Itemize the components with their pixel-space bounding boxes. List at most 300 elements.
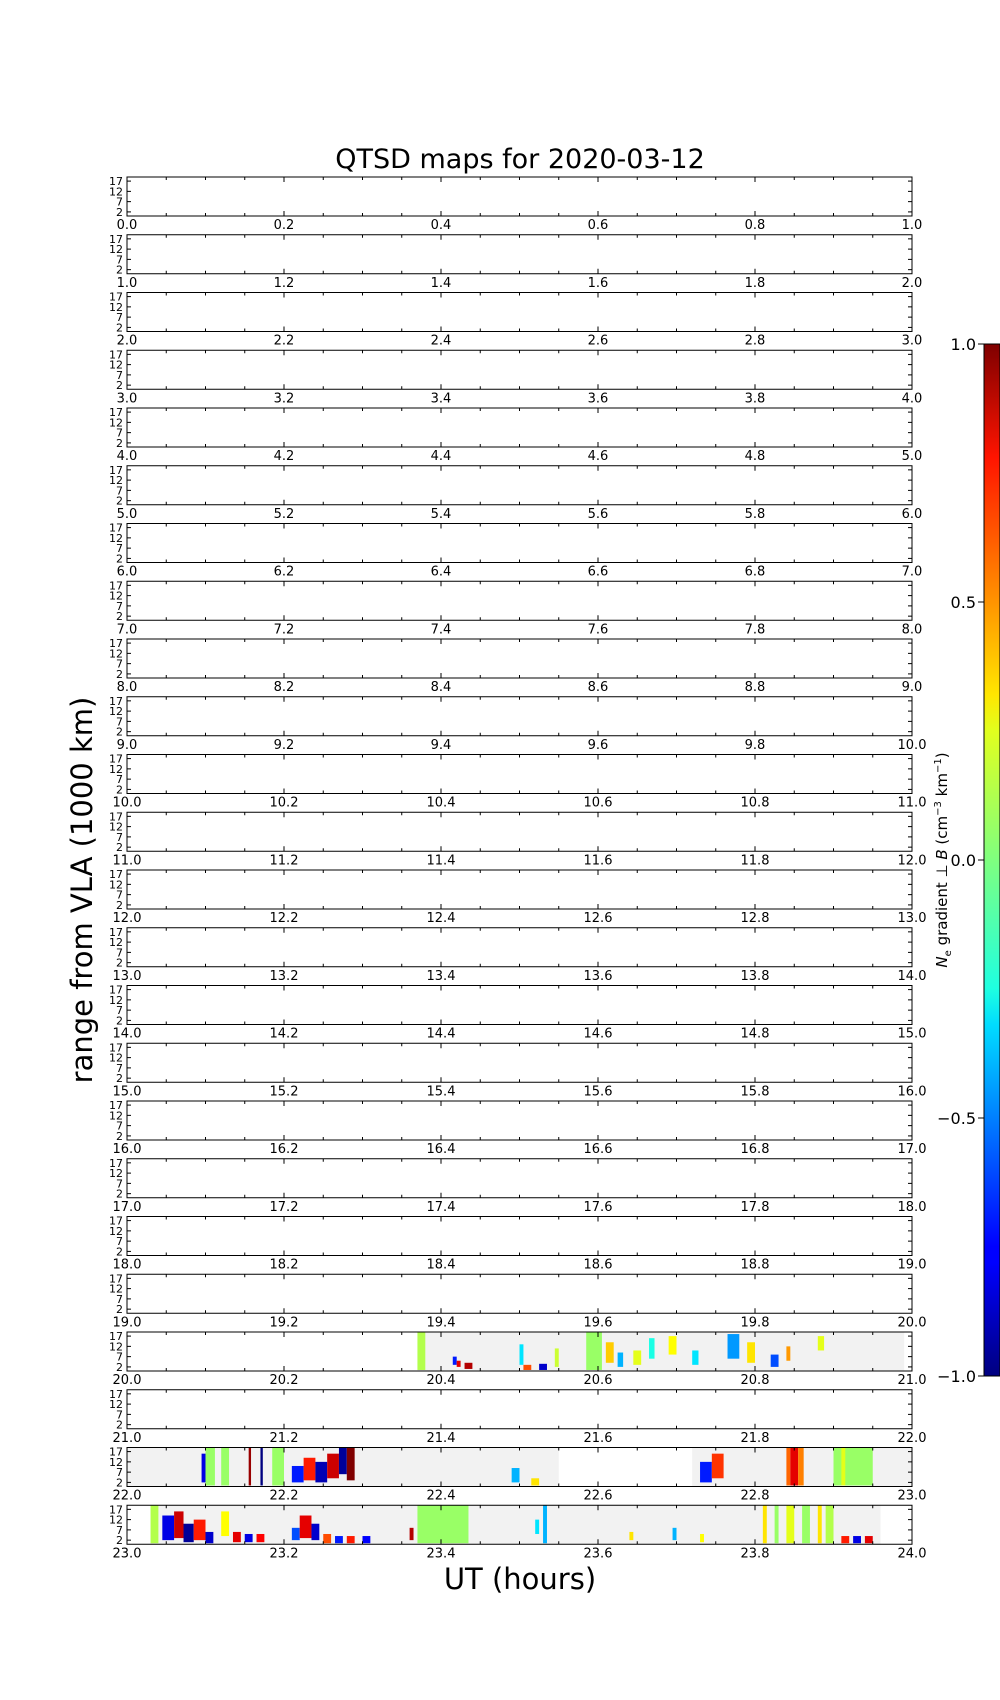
y-tick-label: 2	[116, 494, 123, 508]
y-tick-label: 7	[116, 542, 123, 556]
x-tick-label: 11.2	[269, 853, 299, 869]
y-tick-label: 12	[109, 993, 123, 1007]
x-tick-label: 6.0	[901, 506, 923, 522]
panels-group	[109, 175, 926, 1561]
heatmap-cell	[786, 1448, 790, 1486]
y-tick-label: 7	[116, 368, 123, 382]
panel-frame	[127, 812, 912, 851]
x-tick-label: 3.6	[587, 391, 609, 407]
heatmap-cell	[206, 1532, 214, 1543]
x-tick-label: 15.6	[583, 1084, 613, 1100]
y-tick-label: 7	[116, 1177, 123, 1191]
y-tick-label: 12	[109, 300, 123, 314]
x-tick-label: 14.4	[426, 1026, 456, 1042]
y-tick-label: 17	[109, 232, 123, 246]
colorbar-title-unit-mid: km	[933, 773, 951, 802]
heatmap-cell	[586, 1332, 602, 1370]
heatmap-cell	[606, 1342, 614, 1363]
x-tick-label: 0.4	[430, 218, 452, 233]
x-tick-label: 9.2	[273, 737, 295, 753]
heatmap-cell	[712, 1454, 724, 1479]
x-tick-label: 21.2	[269, 1430, 299, 1446]
colorbar-title-sup2: −1	[933, 758, 944, 774]
panel	[109, 868, 926, 926]
panel	[109, 753, 926, 811]
y-tick-label: 7	[116, 599, 123, 613]
x-tick-label: 15.0	[112, 1084, 142, 1100]
y-tick-label: 7	[116, 1061, 123, 1075]
heatmap-cell	[292, 1528, 300, 1540]
y-tick-label: 2	[116, 1534, 123, 1548]
heatmap-cell	[194, 1520, 206, 1541]
heatmap-cell	[692, 1350, 698, 1364]
x-tick-label: 17.6	[583, 1199, 613, 1215]
x-tick-label: 7.2	[273, 622, 295, 638]
y-tick-label: 7	[116, 1235, 123, 1249]
heatmap-cell	[272, 1448, 284, 1486]
y-tick-label: 2	[116, 667, 123, 681]
heatmap-cell	[763, 1505, 767, 1543]
x-tick-label: 3.0	[116, 391, 138, 407]
y-tick-label: 2	[116, 1418, 123, 1432]
y-tick-label: 2	[116, 898, 123, 912]
x-tick-label: 21.8	[740, 1430, 770, 1446]
y-tick-label: 2	[116, 552, 123, 566]
y-tick-label: 17	[109, 1330, 123, 1344]
x-tick-label: 7.8	[744, 622, 766, 638]
x-tick-label: 18.2	[269, 1257, 299, 1273]
y-tick-label: 17	[109, 1099, 123, 1113]
x-tick-label: 21.6	[583, 1430, 613, 1446]
heatmap-cell	[818, 1505, 822, 1543]
y-tick-label: 7	[116, 1004, 123, 1018]
heatmap-cell	[539, 1364, 547, 1370]
heatmap-cell	[311, 1524, 319, 1540]
panel	[109, 406, 922, 464]
y-tick-label: 7	[116, 830, 123, 844]
heatmap-cell	[335, 1536, 343, 1543]
colorbar-title-ne-sub: e	[943, 950, 954, 957]
x-tick-label: 10.6	[583, 795, 613, 811]
x-tick-label: 6.6	[587, 564, 609, 580]
x-tick-label: 10.8	[740, 795, 770, 811]
x-tick-label: 2.0	[116, 333, 138, 349]
y-tick-label: 7	[116, 1350, 123, 1364]
heatmap-cell	[802, 1505, 810, 1543]
x-tick-label: 17.0	[112, 1199, 142, 1215]
panel	[109, 1041, 926, 1099]
panel-frame	[127, 755, 912, 794]
x-tick-label: 20.0	[897, 1315, 927, 1331]
y-tick-label: 12	[109, 1224, 123, 1238]
heatmap-cell	[184, 1524, 194, 1542]
x-tick-label: 10.2	[269, 795, 299, 811]
panel	[109, 926, 926, 984]
heatmap-cell	[786, 1505, 794, 1543]
x-tick-label: 17.8	[740, 1199, 770, 1215]
y-tick-label: 17	[109, 290, 123, 304]
y-tick-label: 2	[116, 956, 123, 970]
colorbar-tick-label: 0.0	[950, 851, 976, 870]
y-tick-label: 12	[109, 358, 123, 372]
y-tick-label: 12	[109, 1167, 123, 1181]
heatmap-cell	[260, 1448, 262, 1486]
panel-frame	[127, 870, 912, 909]
colorbar-tick-label: −1.0	[937, 1367, 976, 1386]
heatmap-cell	[292, 1466, 304, 1482]
x-tick-label: 14.2	[269, 1026, 299, 1042]
y-tick-label: 2	[116, 783, 123, 797]
y-tick-label: 2	[116, 610, 123, 624]
panel	[109, 695, 926, 753]
colorbar-tick-label: 1.0	[950, 335, 976, 354]
x-tick-label: 17.2	[269, 1199, 299, 1215]
y-tick-label: 17	[109, 521, 123, 535]
panel-frame	[127, 1101, 912, 1140]
x-tick-label: 11.0	[112, 853, 142, 869]
panel	[109, 175, 922, 233]
panel	[109, 464, 922, 522]
x-tick-label: 4.2	[273, 449, 295, 464]
x-tick-label: 12.8	[740, 911, 770, 926]
x-tick-label: 16.2	[269, 1142, 299, 1157]
panel-frame	[127, 466, 912, 505]
x-tick-label: 7.4	[430, 622, 452, 638]
heatmap-cell	[304, 1458, 316, 1481]
x-tick-label: 8.6	[587, 680, 609, 695]
panel-frame	[127, 1390, 912, 1429]
heatmap-cell	[649, 1338, 654, 1359]
colorbar-title	[933, 752, 954, 967]
y-tick-label: 7	[116, 946, 123, 960]
x-tick-label: 20.6	[583, 1373, 613, 1388]
y-tick-label: 17	[109, 406, 123, 420]
y-tick-label: 12	[109, 705, 123, 719]
x-tick-label: 5.0	[116, 506, 138, 522]
x-tick-label: 5.2	[273, 506, 295, 522]
y-tick-label: 17	[109, 810, 123, 824]
heatmap-cell	[363, 1536, 371, 1543]
y-tick-label: 12	[109, 531, 123, 545]
x-tick-label: 9.0	[901, 680, 923, 695]
panel	[109, 810, 926, 868]
x-tick-label: 5.8	[744, 506, 766, 522]
x-tick-label: 9.0	[116, 737, 138, 753]
heatmap-cell	[323, 1534, 331, 1543]
panel-frame	[127, 177, 912, 216]
y-tick-label: 7	[116, 1408, 123, 1422]
x-tick-label: 9.4	[430, 737, 452, 753]
y-tick-label: 17	[109, 1503, 123, 1517]
panel	[109, 233, 922, 291]
heatmap-cell	[410, 1528, 414, 1540]
x-tick-label: 24.0	[897, 1546, 927, 1562]
x-tick-label: 22.0	[112, 1488, 142, 1504]
y-tick-label: 2	[116, 1360, 123, 1374]
panel	[109, 1099, 926, 1157]
y-tick-label: 17	[109, 463, 123, 477]
x-tick-label: 18.6	[583, 1257, 613, 1273]
y-tick-label: 7	[116, 1523, 123, 1537]
y-tick-label: 17	[109, 1214, 123, 1228]
colorbar-title-unit-open: (cm	[933, 815, 951, 850]
y-tick-label: 2	[116, 1476, 123, 1490]
coverage-region	[417, 1332, 904, 1371]
colorbar-title-mid: gradient ⊥	[933, 859, 951, 951]
heatmap-cell	[543, 1505, 547, 1543]
heatmap-cell	[465, 1363, 473, 1369]
colorbar-gradient	[984, 344, 1000, 1376]
x-tick-label: 17.4	[426, 1199, 456, 1215]
panel-frame	[127, 1159, 912, 1198]
x-axis-title: UT (hours)	[443, 1562, 597, 1596]
x-tick-label: 23.6	[583, 1546, 613, 1562]
heatmap-cell	[669, 1336, 677, 1354]
x-tick-label: 19.0	[897, 1257, 927, 1273]
x-tick-label: 18.4	[426, 1257, 456, 1273]
panel-frame	[127, 1217, 912, 1256]
y-tick-label: 7	[116, 426, 123, 440]
x-tick-label: 9.6	[587, 737, 609, 753]
y-tick-label: 17	[109, 1041, 123, 1055]
x-tick-label: 19.4	[426, 1315, 456, 1331]
x-tick-label: 0.8	[744, 218, 766, 233]
x-tick-label: 13.0	[897, 911, 927, 926]
x-tick-label: 20.0	[112, 1373, 142, 1388]
heatmap-cell	[221, 1448, 229, 1486]
y-tick-label: 17	[109, 694, 123, 708]
x-tick-label: 6.2	[273, 564, 295, 580]
heatmap-cell	[249, 1448, 251, 1486]
heatmap-cell	[775, 1505, 779, 1543]
y-tick-label: 17	[109, 348, 123, 362]
y-tick-label: 2	[116, 725, 123, 739]
y-tick-label: 2	[116, 1187, 123, 1201]
x-tick-label: 2.4	[430, 333, 452, 349]
y-tick-label: 17	[109, 1387, 123, 1401]
heatmap-cell	[339, 1448, 347, 1475]
heatmap-cell	[347, 1536, 355, 1543]
panel	[109, 1388, 926, 1446]
heatmap-cell	[555, 1348, 559, 1366]
x-tick-label: 21.0	[897, 1373, 927, 1388]
panel-frame	[127, 697, 912, 736]
x-tick-label: 4.0	[901, 391, 923, 407]
x-tick-label: 23.8	[740, 1546, 770, 1562]
heatmap-cell	[523, 1365, 531, 1370]
y-tick-label: 7	[116, 1119, 123, 1133]
y-tick-label: 2	[116, 1072, 123, 1086]
x-tick-label: 3.8	[744, 391, 766, 407]
y-tick-label: 7	[116, 195, 123, 209]
colorbar	[933, 335, 1000, 1386]
x-tick-label: 21.4	[426, 1430, 456, 1446]
y-tick-label: 7	[116, 773, 123, 787]
panel-frame	[127, 928, 912, 967]
x-tick-label: 1.4	[430, 275, 452, 291]
panel-frame	[127, 524, 912, 563]
panel	[109, 522, 922, 580]
x-tick-label: 23.0	[897, 1488, 927, 1504]
panel	[109, 348, 922, 406]
heatmap-cell	[417, 1505, 468, 1543]
x-tick-label: 12.6	[583, 911, 613, 926]
y-tick-label: 12	[109, 878, 123, 892]
y-tick-label: 17	[109, 1272, 123, 1286]
x-tick-label: 20.2	[269, 1373, 299, 1388]
y-tick-label: 17	[109, 637, 123, 651]
x-tick-label: 15.0	[897, 1026, 927, 1042]
x-tick-label: 14.0	[897, 968, 927, 984]
x-tick-label: 3.0	[901, 333, 923, 349]
x-tick-label: 6.4	[430, 564, 452, 580]
x-tick-label: 19.2	[269, 1315, 299, 1331]
x-tick-label: 13.2	[269, 968, 299, 984]
heatmap-cell	[798, 1448, 803, 1486]
y-tick-label: 2	[116, 379, 123, 393]
x-tick-label: 9.8	[744, 737, 766, 753]
x-tick-label: 3.2	[273, 391, 295, 407]
x-tick-label: 6.0	[116, 564, 138, 580]
x-tick-label: 5.0	[901, 449, 923, 464]
x-tick-label: 7.0	[116, 622, 138, 638]
x-tick-label: 2.0	[901, 275, 923, 291]
y-tick-label: 17	[109, 925, 123, 939]
panel	[109, 291, 922, 349]
panel	[109, 984, 926, 1042]
y-tick-label: 12	[109, 589, 123, 603]
x-tick-label: 8.8	[744, 680, 766, 695]
colorbar-title-ne: N	[933, 956, 951, 968]
x-tick-label: 16.8	[740, 1142, 770, 1157]
heatmap-cell	[300, 1516, 312, 1539]
x-tick-label: 12.0	[897, 853, 927, 869]
x-tick-label: 1.8	[744, 275, 766, 291]
y-tick-label: 12	[109, 1455, 123, 1469]
heatmap-cell	[700, 1534, 704, 1542]
y-tick-label: 17	[109, 868, 123, 882]
x-tick-label: 1.2	[273, 275, 295, 291]
y-tick-label: 12	[109, 1051, 123, 1065]
y-tick-label: 2	[116, 1014, 123, 1028]
colorbar-tick-label: −0.5	[937, 1109, 976, 1128]
x-tick-label: 8.0	[116, 680, 138, 695]
heatmap-cell	[728, 1334, 740, 1359]
y-tick-label: 2	[116, 321, 123, 335]
x-tick-label: 2.2	[273, 333, 295, 349]
heatmap-cell	[417, 1332, 425, 1370]
y-tick-label: 2	[116, 841, 123, 855]
y-tick-label: 2	[116, 1129, 123, 1143]
y-tick-label: 2	[116, 263, 123, 277]
heatmap-cell	[257, 1534, 265, 1542]
x-tick-label: 12.4	[426, 911, 456, 926]
x-tick-label: 14.6	[583, 1026, 613, 1042]
heatmap-cell	[151, 1505, 159, 1543]
x-tick-label: 10.0	[112, 795, 142, 811]
y-tick-label: 12	[109, 820, 123, 834]
x-tick-label: 23.0	[112, 1546, 142, 1562]
x-tick-label: 19.8	[740, 1315, 770, 1331]
x-tick-label: 5.4	[430, 506, 452, 522]
heatmap-cell	[531, 1478, 539, 1485]
y-tick-label: 12	[109, 474, 123, 488]
x-tick-label: 23.4	[426, 1546, 456, 1562]
panel-frame	[127, 986, 912, 1025]
x-tick-label: 16.4	[426, 1142, 456, 1157]
x-tick-label: 8.2	[273, 680, 295, 695]
x-tick-label: 4.6	[587, 449, 609, 464]
x-tick-label: 5.6	[587, 506, 609, 522]
x-tick-label: 10.4	[426, 795, 456, 811]
panel-frame	[127, 235, 912, 274]
heatmap-cell	[245, 1534, 253, 1542]
x-tick-label: 19.6	[583, 1315, 613, 1331]
x-tick-label: 3.4	[430, 391, 452, 407]
panel-frame	[127, 1043, 912, 1082]
heatmap-cell	[347, 1448, 355, 1481]
x-tick-label: 4.8	[744, 449, 766, 464]
heatmap-cell	[453, 1357, 457, 1365]
panel	[109, 1215, 926, 1273]
x-tick-label: 11.8	[740, 853, 770, 869]
x-tick-label: 13.4	[426, 968, 456, 984]
heatmap-cell	[202, 1454, 206, 1483]
x-tick-label: 4.4	[430, 449, 452, 464]
x-tick-label: 20.4	[426, 1373, 456, 1388]
panel	[109, 1503, 926, 1561]
colorbar-title-unit-close: )	[933, 752, 951, 759]
panel-frame	[127, 350, 912, 389]
x-tick-label: 6.8	[744, 564, 766, 580]
heatmap-cell	[457, 1361, 461, 1367]
x-tick-label: 18.0	[112, 1257, 142, 1273]
y-tick-label: 17	[109, 752, 123, 766]
x-tick-label: 1.6	[587, 275, 609, 291]
x-tick-label: 18.8	[740, 1257, 770, 1273]
x-tick-label: 11.6	[583, 853, 613, 869]
y-tick-label: 12	[109, 936, 123, 950]
x-tick-label: 12.2	[269, 911, 299, 926]
y-tick-label: 7	[116, 888, 123, 902]
y-tick-label: 7	[116, 253, 123, 267]
panel-frame	[127, 1274, 912, 1313]
heatmap-cell	[315, 1462, 327, 1483]
heatmap-cell	[174, 1511, 183, 1538]
x-tick-label: 22.0	[897, 1430, 927, 1446]
x-tick-label: 7.0	[901, 564, 923, 580]
heatmap-cell	[853, 1536, 861, 1543]
x-tick-label: 17.0	[897, 1142, 927, 1157]
y-tick-label: 17	[109, 175, 123, 189]
heatmap-cell	[834, 1448, 873, 1486]
colorbar-title-b: B	[933, 849, 951, 860]
heatmap-cell	[747, 1342, 755, 1363]
heatmap-cell	[162, 1516, 174, 1541]
heatmap-cell	[841, 1536, 849, 1543]
heatmap-cell	[700, 1462, 712, 1483]
x-tick-label: 13.8	[740, 968, 770, 984]
x-tick-label: 10.0	[897, 737, 927, 753]
heatmap-cell	[206, 1448, 215, 1486]
y-tick-label: 7	[116, 715, 123, 729]
x-tick-label: 11.4	[426, 853, 456, 869]
heatmap-cell	[673, 1528, 677, 1540]
y-tick-label: 12	[109, 185, 123, 199]
x-tick-label: 0.2	[273, 218, 295, 233]
y-axis-title: range from VLA (1000 km)	[65, 696, 99, 1084]
panel	[109, 1446, 926, 1504]
